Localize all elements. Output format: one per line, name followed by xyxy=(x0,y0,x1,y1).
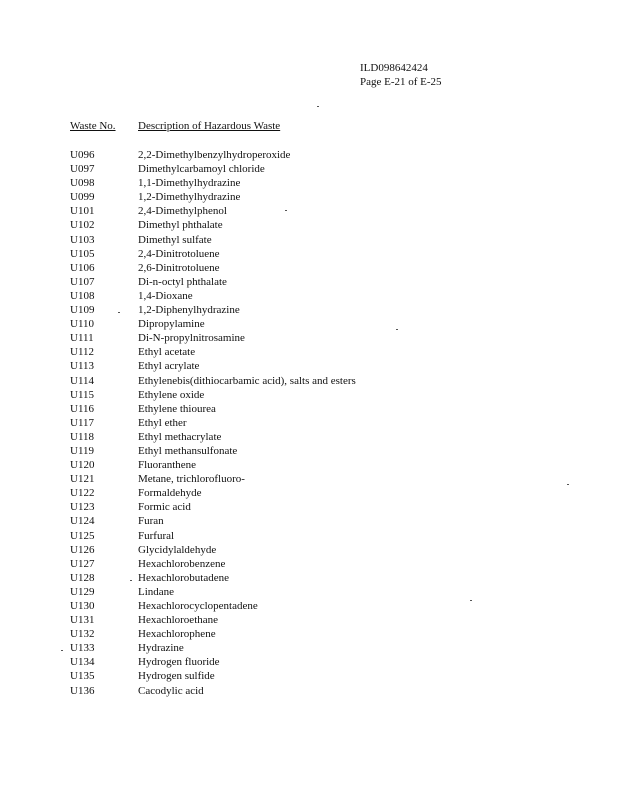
scan-speck xyxy=(567,484,569,485)
waste-description: 2,4-Dinitrotoluene xyxy=(138,247,220,260)
table-row xyxy=(70,514,590,528)
waste-description: Hexachlorobenzene xyxy=(138,557,226,570)
waste-number: U115 xyxy=(70,388,95,401)
waste-number: U123 xyxy=(70,501,95,514)
waste-description: Lindane xyxy=(138,585,175,598)
table-row xyxy=(70,176,590,190)
waste-number: U098 xyxy=(70,177,95,190)
waste-number: U105 xyxy=(70,247,95,260)
waste-description: Ethyl methacrylate xyxy=(138,430,222,443)
page-header xyxy=(360,61,442,89)
table-row xyxy=(70,444,590,458)
waste-description: Hexachlorocyclopentadene xyxy=(138,600,258,612)
waste-description: Ethyl acrylate xyxy=(138,360,200,373)
table-row xyxy=(70,543,590,557)
waste-number: U127 xyxy=(70,557,95,570)
waste-description: Hydrogen sulfide xyxy=(138,670,215,683)
waste-number: U102 xyxy=(70,219,95,232)
waste-number: U126 xyxy=(70,543,95,556)
waste-number: U107 xyxy=(70,275,95,288)
table-row xyxy=(70,500,590,514)
waste-description: Ethylenebis(dithiocarbamic acid), salts and esters xyxy=(138,374,356,387)
waste-description: Dimethyl phthalate xyxy=(138,219,223,232)
waste-description: Hexachloroethane xyxy=(138,614,219,627)
waste-description: Hexachlorobutadene xyxy=(138,571,230,584)
waste-description: Ethyl acetate xyxy=(138,346,196,359)
scan-speck xyxy=(130,580,132,581)
scan-speck xyxy=(61,650,63,651)
table-row xyxy=(70,458,590,472)
table-row xyxy=(70,472,590,486)
waste-number: U097 xyxy=(70,163,95,176)
waste-number: U106 xyxy=(70,261,95,274)
waste-number: U113 xyxy=(70,360,95,373)
waste-number: U135 xyxy=(70,670,95,683)
table-row xyxy=(70,669,590,683)
waste-number: U111 xyxy=(70,332,94,345)
waste-description: Cacodylic acid xyxy=(138,684,204,697)
waste-description: 2,4-Dimethylphenol xyxy=(138,205,227,218)
page-number: Page E-21 of E-25 xyxy=(360,76,442,88)
table-row xyxy=(70,557,590,571)
table-row xyxy=(70,289,590,303)
table-row xyxy=(70,416,590,430)
table-row xyxy=(70,303,590,317)
table-row xyxy=(70,402,590,416)
table-row xyxy=(70,430,590,444)
waste-number: U130 xyxy=(70,600,95,612)
waste-description: Ethylene oxide xyxy=(138,388,205,401)
waste-number: U134 xyxy=(70,656,95,669)
waste-description: 1,1-Dimethylhydrazine xyxy=(138,177,241,190)
waste-description: Glycidylaldehyde xyxy=(138,543,217,556)
waste-number: U096 xyxy=(70,149,95,161)
waste-description: 1,4-Dioxane xyxy=(138,289,193,302)
scan-speck xyxy=(470,600,472,601)
waste-number: U117 xyxy=(70,416,95,429)
waste-number: U129 xyxy=(70,585,95,598)
table-row xyxy=(70,585,590,599)
waste-list xyxy=(70,148,590,698)
waste-description: Di-N-propylnitrosamine xyxy=(138,332,245,345)
scan-speck xyxy=(118,312,120,313)
scan-speck xyxy=(285,210,287,211)
waste-number: U108 xyxy=(70,289,95,302)
scan-speck xyxy=(317,106,319,107)
waste-description: Hydrazine xyxy=(138,642,184,655)
waste-description: Ethyl methansulfonate xyxy=(138,444,238,457)
waste-description: Fluoranthene xyxy=(138,459,197,472)
table-row xyxy=(70,529,590,543)
waste-number: U121 xyxy=(70,473,95,486)
waste-description: Metane, trichlorofluoro- xyxy=(138,473,245,486)
waste-number: U132 xyxy=(70,628,95,641)
document-id: ILD098642424 xyxy=(360,62,428,74)
table-row xyxy=(70,571,590,585)
waste-number: U103 xyxy=(70,233,95,246)
waste-description: Ethylene thiourea xyxy=(138,402,216,415)
waste-description: 2,2-Dimethylbenzylhydroperoxide xyxy=(138,149,291,161)
waste-description: 1,2-Dimethylhydrazine xyxy=(138,191,241,204)
table-row xyxy=(70,190,590,204)
waste-description: 1,2-Diphenylhydrazine xyxy=(138,304,240,317)
table-row xyxy=(70,486,590,500)
waste-number: U116 xyxy=(70,402,95,415)
waste-number: U133 xyxy=(70,642,95,655)
waste-description: 2,6-Dinitrotoluene xyxy=(138,261,220,274)
waste-description: Dimethyl sulfate xyxy=(138,233,212,246)
table-row xyxy=(70,599,590,613)
waste-number: U120 xyxy=(70,459,95,472)
table-row xyxy=(70,148,590,162)
table-row xyxy=(70,359,590,373)
table-row xyxy=(70,613,590,627)
table-row xyxy=(70,388,590,402)
waste-description: Formaldehyde xyxy=(138,487,202,500)
table-row xyxy=(70,233,590,247)
waste-description: Furfural xyxy=(138,529,175,542)
table-row xyxy=(70,331,590,345)
waste-description: Furan xyxy=(138,515,164,528)
table-row xyxy=(70,247,590,261)
table-row xyxy=(70,317,590,331)
waste-number: U112 xyxy=(70,346,95,359)
table-row xyxy=(70,218,590,232)
waste-number: U128 xyxy=(70,571,95,584)
table-row xyxy=(70,275,590,289)
column-header-description: Description of Hazardous Waste xyxy=(138,120,281,132)
waste-number: U124 xyxy=(70,515,95,528)
waste-description: Di-n-octyl phthalate xyxy=(138,275,227,288)
table-row xyxy=(70,627,590,641)
waste-number: U131 xyxy=(70,614,95,627)
waste-number: U110 xyxy=(70,318,95,331)
waste-description: Hydrogen fluoride xyxy=(138,656,220,669)
waste-number: U119 xyxy=(70,444,95,457)
table-row xyxy=(70,204,590,218)
waste-description: Ethyl ether xyxy=(138,416,187,429)
table-row xyxy=(70,162,590,176)
waste-number: U109 xyxy=(70,304,95,317)
waste-number: U136 xyxy=(70,684,95,697)
waste-number: U118 xyxy=(70,430,95,443)
waste-number: U101 xyxy=(70,205,95,218)
table-row xyxy=(70,345,590,359)
waste-number: U099 xyxy=(70,191,95,204)
table-row xyxy=(70,641,590,655)
table-row xyxy=(70,655,590,669)
column-header-waste-no: Waste No. xyxy=(70,120,116,132)
scan-speck xyxy=(396,329,398,330)
waste-description: Dimethylcarbamoyl chloride xyxy=(138,163,265,176)
waste-description: Dipropylamine xyxy=(138,318,205,331)
waste-number: U122 xyxy=(70,487,95,500)
table-row xyxy=(70,261,590,275)
waste-description: Hexachlorophene xyxy=(138,628,216,641)
table-row xyxy=(70,684,590,698)
table-row xyxy=(70,374,590,388)
waste-number: U114 xyxy=(70,374,95,387)
waste-description: Formic acid xyxy=(138,501,191,514)
waste-number: U125 xyxy=(70,529,95,542)
